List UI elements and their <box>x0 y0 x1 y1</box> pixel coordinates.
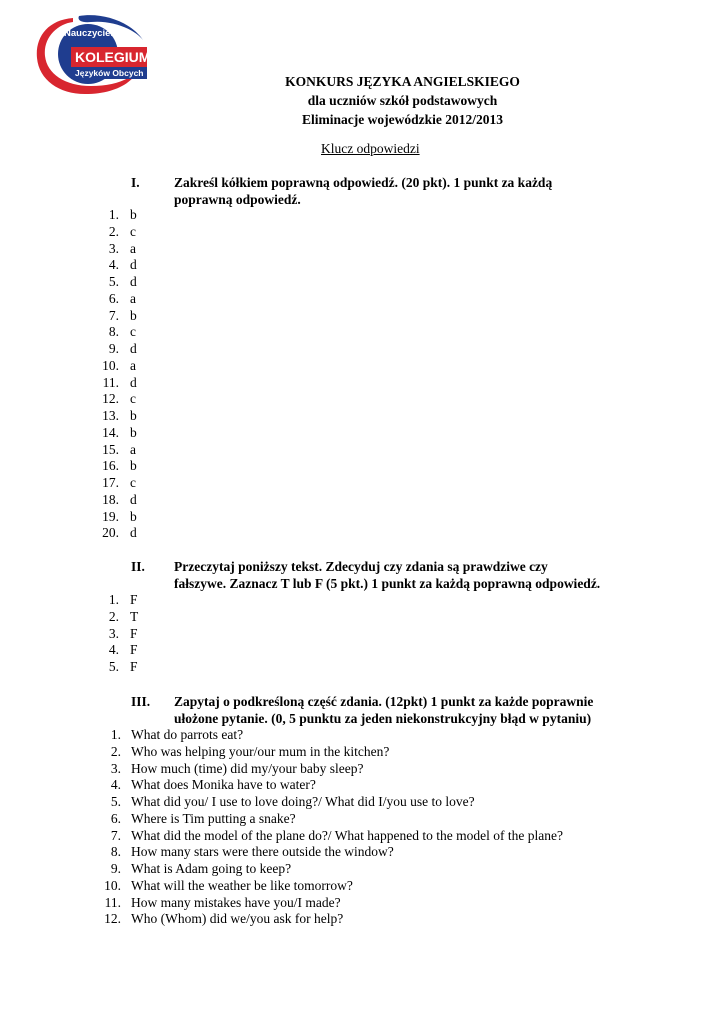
answer-number: 4. <box>110 777 121 793</box>
answer-number: 2. <box>110 743 121 759</box>
answer-value: F <box>130 592 138 607</box>
section-2-answers <box>97 592 139 676</box>
answer-item <box>97 877 353 895</box>
answer-item <box>97 223 136 241</box>
answer-item <box>97 307 137 325</box>
answer-value: a <box>130 441 136 457</box>
section-3-instruction-line2: ułożone pytanie. (0, 5 punktu za jeden niekonstrukcyjny błąd w pytaniu) <box>174 710 592 726</box>
answer-item <box>97 290 136 308</box>
section-2-instruction-line1: Przeczytaj poniższy tekst. Zdecyduj czy zdania są prawdziwe czy <box>174 559 548 574</box>
answer-value: b <box>130 408 137 423</box>
contest-stage: Eliminacje wojewódzkie 2012/2013 <box>302 112 503 127</box>
answer-value: How many stars were there outside the window? <box>131 844 394 860</box>
answer-value: b <box>130 207 137 222</box>
section-1-number: I. <box>131 175 140 190</box>
answer-number: 3. <box>108 625 119 641</box>
answer-number: 3. <box>110 760 121 776</box>
answer-number: 3. <box>108 240 119 256</box>
answer-number: 5. <box>108 274 119 289</box>
answer-value: a <box>130 357 136 373</box>
answer-value: a <box>130 290 136 306</box>
answer-item <box>97 777 316 794</box>
answer-item <box>97 341 137 358</box>
answer-value: c <box>130 475 136 490</box>
answer-number: 7. <box>108 307 119 323</box>
answer-number: 8. <box>108 324 119 340</box>
answer-item <box>97 475 136 492</box>
answer-value: What is Adam going to keep? <box>131 861 292 876</box>
answer-item <box>97 794 475 811</box>
answer-value: Where is Tim putting a snake? <box>131 810 296 826</box>
answer-number: 15. <box>102 441 119 457</box>
answer-number: 8. <box>110 844 121 860</box>
answer-number: 18. <box>102 491 119 507</box>
answer-item <box>97 525 137 542</box>
answer-item <box>97 274 137 291</box>
answer-item <box>97 894 341 912</box>
answer-item <box>97 458 137 475</box>
answer-number: 1. <box>110 727 121 742</box>
answer-item <box>97 727 244 744</box>
answer-item <box>97 441 136 459</box>
document-header <box>0 72 725 129</box>
answer-number: 9. <box>110 861 121 876</box>
answer-number: 2. <box>108 223 119 239</box>
answer-number: 17. <box>102 475 119 490</box>
contest-subtitle: dla uczniów szkół podstawowych <box>307 93 498 108</box>
answer-item <box>97 508 137 526</box>
answer-item <box>97 207 137 224</box>
answer-value: d <box>130 274 137 289</box>
answer-value: d <box>130 491 137 507</box>
answer-item <box>97 357 136 375</box>
answer-item <box>97 491 137 509</box>
answer-value: b <box>130 424 137 440</box>
answer-item <box>97 257 137 274</box>
section-2-instruction <box>174 559 600 593</box>
answer-number: 12. <box>102 391 119 407</box>
answer-item <box>97 374 137 392</box>
answer-item <box>97 861 292 878</box>
answer-number: 13. <box>102 408 119 423</box>
answer-number: 12. <box>104 911 121 927</box>
answer-number: 16. <box>102 458 119 474</box>
section-1-answers <box>97 207 137 542</box>
answer-item <box>97 424 137 442</box>
answer-value: F <box>130 659 138 674</box>
answer-value: Who was helping your/our mum in the kitchen? <box>131 743 390 759</box>
section-3-instruction <box>174 694 593 728</box>
answer-item <box>97 743 390 761</box>
logo-text-top: Nauczycielskie <box>64 28 132 39</box>
answer-number: 6. <box>108 290 119 306</box>
answer-number: 2. <box>108 608 119 624</box>
section-1-instruction-line2: poprawną odpowiedź. <box>174 191 301 207</box>
answer-number: 6. <box>110 810 121 826</box>
answer-value: c <box>130 324 136 340</box>
answer-value: How many mistakes have you/I made? <box>131 894 341 910</box>
answer-number: 10. <box>102 357 119 373</box>
answer-value: b <box>130 508 137 524</box>
section-2-instruction-line2: fałszywe. Zaznacz T lub F (5 pkt.) 1 punkt za każdą poprawną odpowiedź. <box>174 575 601 591</box>
answer-value: F <box>130 625 138 641</box>
answer-item <box>97 324 136 341</box>
answer-item <box>97 240 136 258</box>
answer-number: 1. <box>108 207 119 222</box>
answer-value: b <box>130 307 137 323</box>
section-3-number: III. <box>131 694 151 709</box>
answer-number: 5. <box>108 659 119 674</box>
answer-value: What does Monika have to water? <box>131 777 316 793</box>
answer-value: d <box>130 374 137 390</box>
section-1-instruction-line1: Zakreśl kółkiem poprawną odpowiedź. (20 pkt). 1 punkt za każdą <box>174 175 553 190</box>
answer-value: b <box>130 458 137 474</box>
answer-item <box>97 391 136 408</box>
answer-item <box>97 642 138 659</box>
answer-number: 4. <box>108 257 119 273</box>
answer-number: 5. <box>110 794 121 809</box>
answer-number: 4. <box>108 642 119 658</box>
answer-item <box>97 827 563 845</box>
answer-number: 7. <box>110 827 121 843</box>
answer-value: d <box>130 525 137 541</box>
answer-value: What do parrots eat? <box>131 727 244 742</box>
answer-number: 10. <box>104 877 121 893</box>
answer-value: c <box>130 391 136 407</box>
answer-value: What did the model of the plane do?/ What happened to the model of the plane? <box>131 827 563 843</box>
answer-item <box>97 760 364 778</box>
answer-number: 9. <box>108 341 119 356</box>
answer-value: How much (time) did my/your baby sleep? <box>131 760 364 776</box>
answer-number: 11. <box>104 894 121 910</box>
contest-title: KONKURS JĘZYKA ANGIELSKIEGO <box>285 74 520 89</box>
section-3-instruction-line1: Zapytaj o podkreśloną część zdania. (12pkt) 1 punkt za każde poprawnie <box>174 694 594 709</box>
answer-item <box>97 408 137 425</box>
answer-value: c <box>130 223 136 239</box>
answer-item <box>97 625 138 643</box>
section-1-instruction <box>174 175 552 209</box>
answer-number: 14. <box>102 424 119 440</box>
answer-item <box>97 911 344 928</box>
answer-value: What will the weather be like tomorrow? <box>131 877 353 893</box>
answer-item <box>97 592 138 609</box>
answer-number: 11. <box>102 374 119 390</box>
section-3-answers <box>97 727 563 928</box>
logo-text-main: KOLEGIUM <box>75 49 151 65</box>
answer-number: 20. <box>102 525 119 541</box>
section-2-number: II. <box>131 559 145 574</box>
logo-text-bottom: Języków Obcych <box>75 68 144 78</box>
answer-value: What did you/ I use to love doing?/ What did I/you use to love? <box>131 794 475 809</box>
answer-number: 19. <box>102 508 119 524</box>
answer-item <box>97 608 139 626</box>
answer-item <box>97 659 138 676</box>
answer-item <box>97 844 394 861</box>
answer-value: d <box>130 257 137 273</box>
answer-value: Who (Whom) did we/you ask for help? <box>131 911 344 927</box>
answer-value: T <box>130 608 139 624</box>
answer-key-heading: Klucz odpowiedzi <box>321 141 420 156</box>
answer-value: a <box>130 240 136 256</box>
answer-number: 1. <box>108 592 119 607</box>
answer-value: F <box>130 642 138 658</box>
answer-value: d <box>130 341 137 356</box>
answer-item <box>97 810 296 828</box>
